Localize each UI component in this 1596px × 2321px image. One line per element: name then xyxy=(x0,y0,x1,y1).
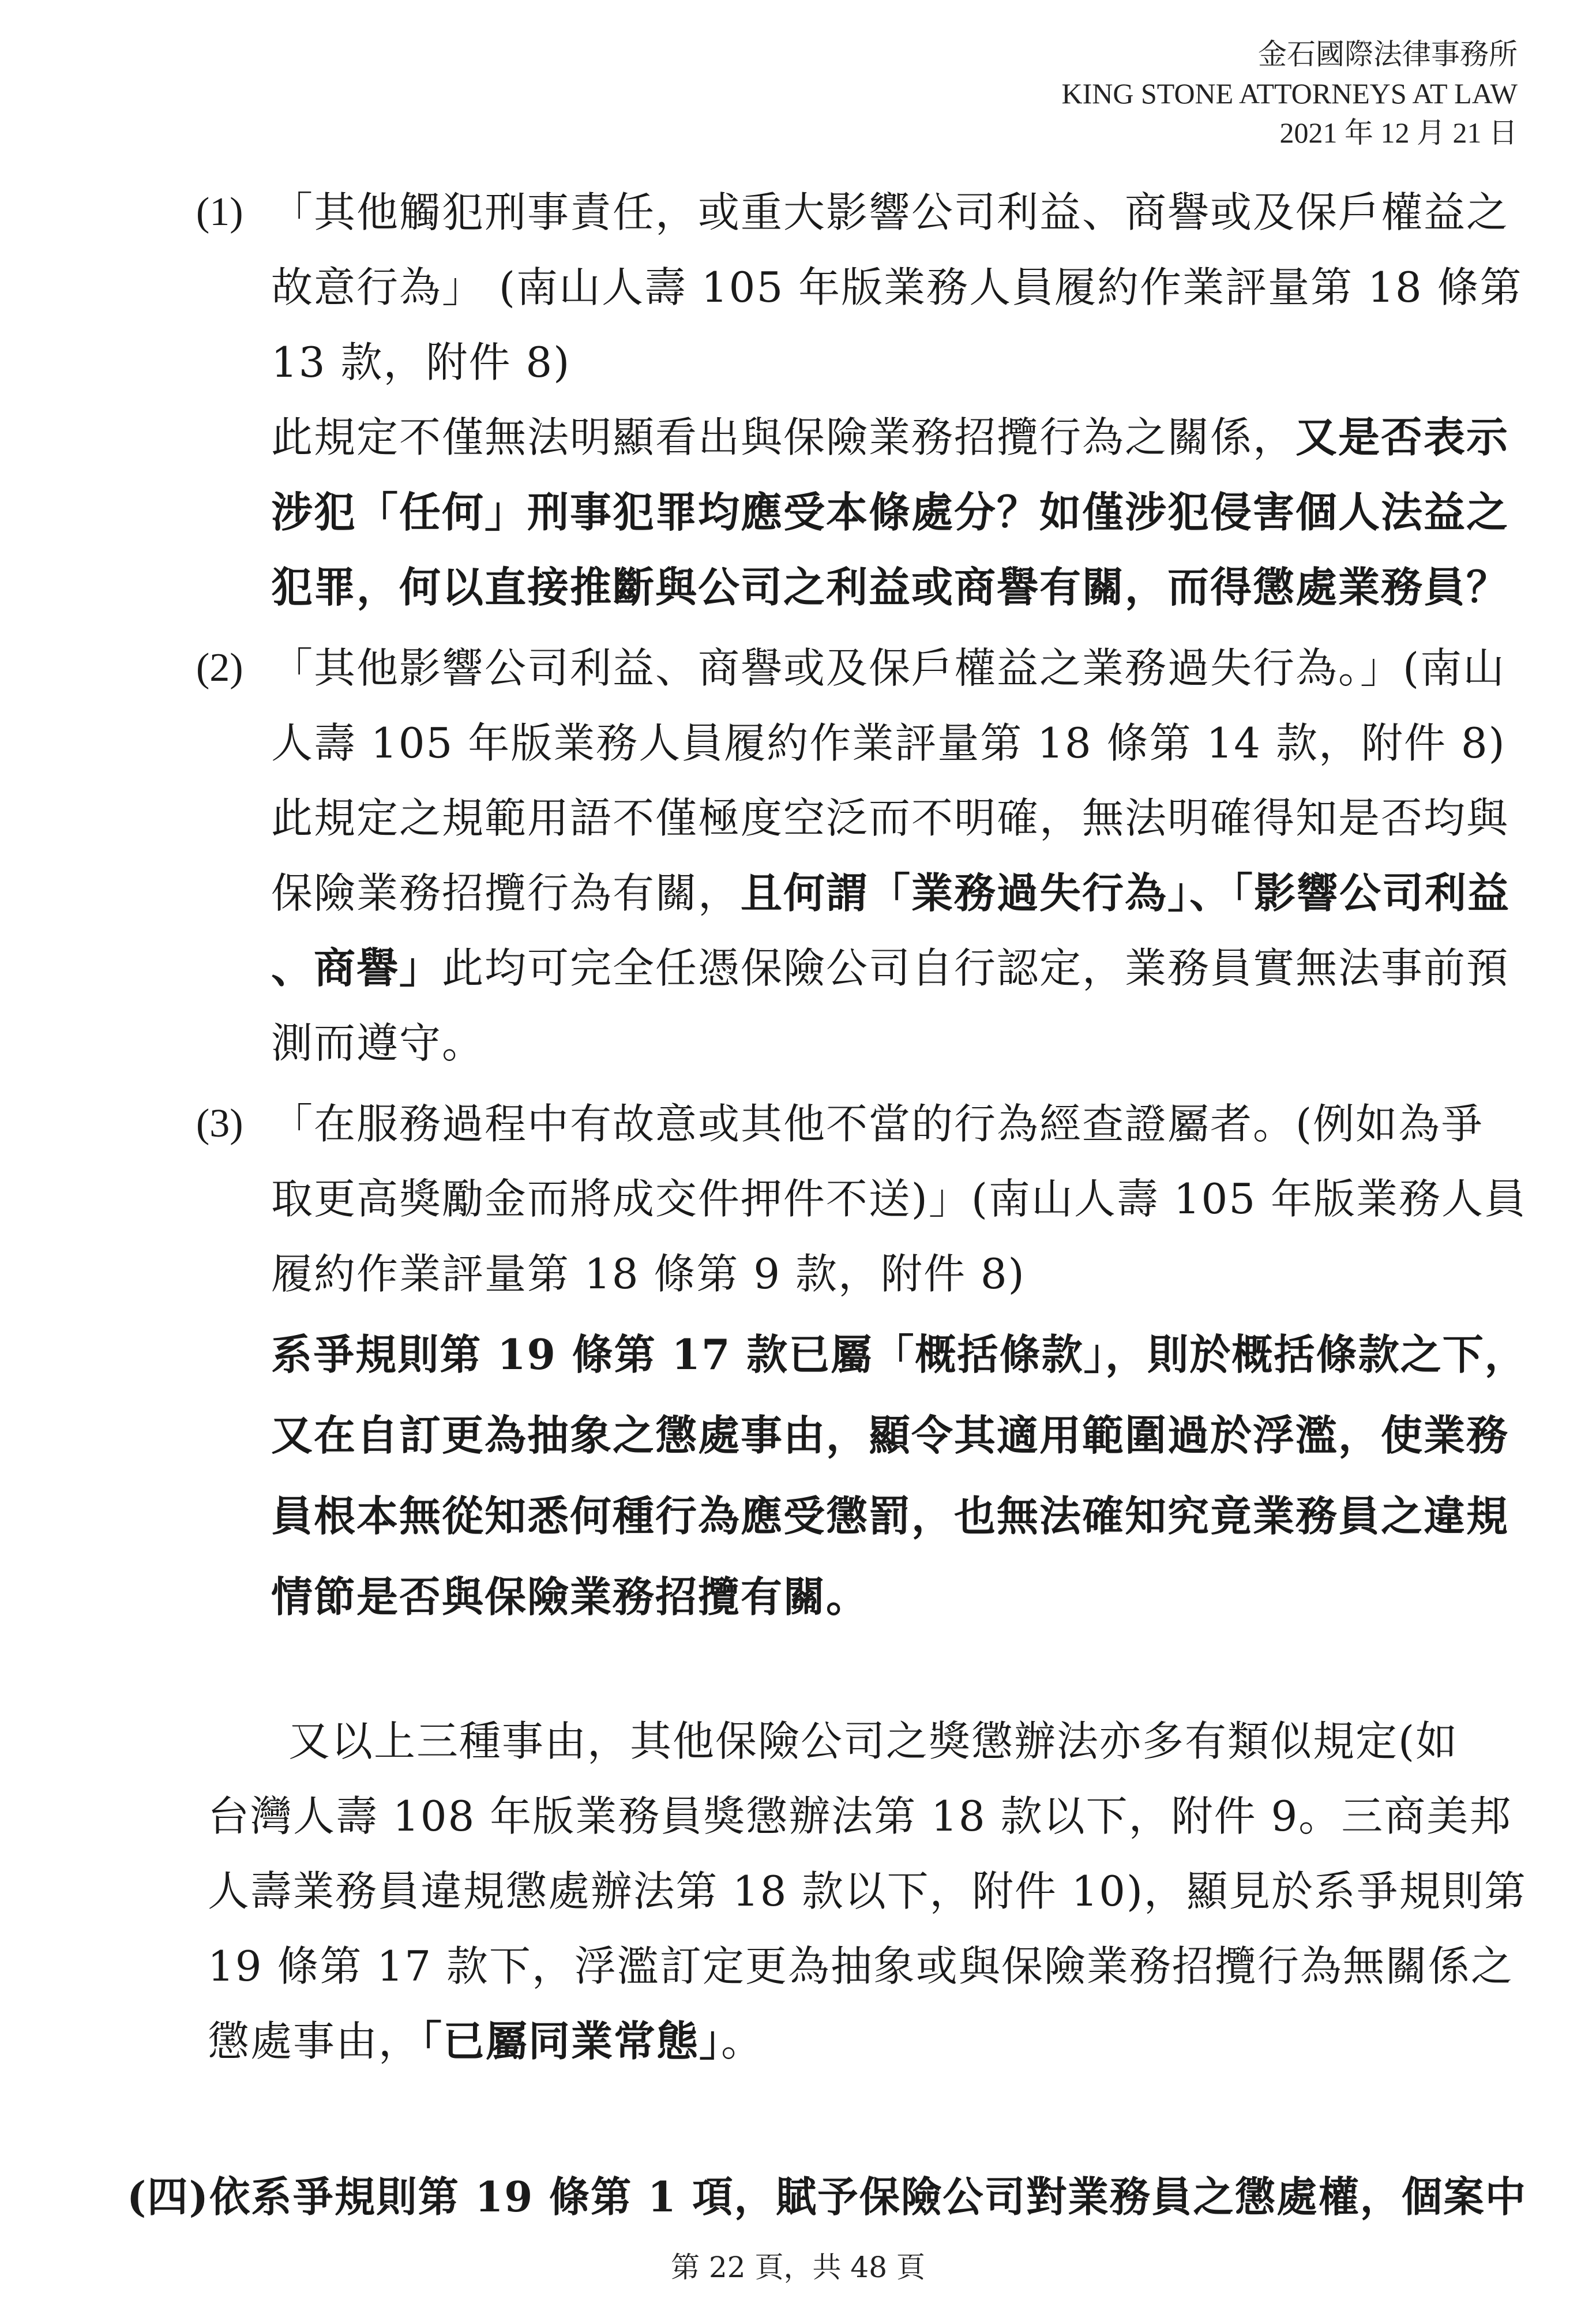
item-2-line-2: 人壽 105 年版業務人員履約作業評量第 18 條第 14 款，附件 8) xyxy=(271,719,1506,767)
paragraph-line-1: 又以上三種事由，其他保險公司之獎懲辦法亦多有類似規定(如 xyxy=(288,1717,1459,1765)
item-2-comment-line-3 xyxy=(271,939,1509,997)
item-3-line-2: 取更高獎勵金而將成交件押件不送)」(南山人壽 105 年版業務人員 xyxy=(271,1175,1527,1223)
paragraph-line-4: 19 條第 17 款下，浮濫訂定更為抽象或與保險業務招攬行為無關係之 xyxy=(208,1942,1514,1990)
item-1-comment-line-3: 犯罪，何以直接推斷與公司之利益或商譽有關，而得懲處業務員？ xyxy=(271,563,1509,612)
item-3-marker: (3) xyxy=(196,1101,243,1146)
item-1-line-2: 故意行為」 (南山人壽 105 年版業務人員履約作業評量第 18 條第 xyxy=(271,263,1523,312)
item-2-line-1: 「其他影響公司利益、商譽或及保戶權益之業務過失行為。」(南山 xyxy=(271,644,1506,692)
firm-name-chinese: 金石國際法律事務所 xyxy=(1258,38,1518,70)
comment-emphasis: 且何謂「業務過失行為」、「影響公司利益 xyxy=(741,868,1511,917)
paragraph-line-5 xyxy=(208,2012,764,2070)
comment-text: 此規定不僅無法明顯看出與保險業務招攬行為之關係， xyxy=(271,413,1296,462)
comment-emphasis: 又是否表示 xyxy=(1295,413,1509,462)
paragraph-line-2: 台灣人壽 108 年版業務員獎懲辦法第 18 款以下，附件 9。三商美邦 xyxy=(208,1792,1512,1840)
paragraph-line-3: 人壽業務員違規懲處辦法第 18 款以下，附件 10)，顯見於系爭規則第 xyxy=(208,1867,1527,1915)
item-2-comment-line-2 xyxy=(271,864,1510,922)
paragraph-text: 。 xyxy=(721,2017,764,2065)
item-3-comment-line-3: 員根本無從知悉何種行為應受懲罰，也無法確知究竟業務員之違規 xyxy=(271,1491,1509,1540)
item-2-comment-line-1: 此規定之規範用語不僅極度空泛而不明確，無法明確得知是否均與 xyxy=(271,794,1509,842)
item-1-comment-line-1 xyxy=(271,408,1509,466)
item-1-comment-line-2: 涉犯「任何」刑事犯罪均應受本條處分？如僅涉犯侵害個人法益之 xyxy=(271,488,1509,537)
comment-text: 此均可完全任憑保險公司自行認定，業務員實無法事前預 xyxy=(442,944,1509,992)
paragraph-emphasis: 「已屬同業常態」 xyxy=(421,2016,722,2065)
paragraph-text: 懲處事由， xyxy=(208,2017,422,2065)
item-3-comment-line-1: 系爭規則第 19 條第 17 款已屬「概括條款」，則於概括條款之下， xyxy=(271,1330,1527,1379)
item-1-line-3: 13 款，附件 8) xyxy=(271,338,571,387)
document-date: 2021 年 12 月 21 日 xyxy=(1279,117,1518,149)
letterhead xyxy=(1062,35,1518,152)
item-2-comment-line-4: 測而遵守。 xyxy=(271,1019,485,1067)
item-3-comment-line-4: 情節是否與保險業務招攬有關。 xyxy=(271,1572,869,1621)
comment-emphasis: 、商譽」 xyxy=(271,943,442,992)
section-heading: (四)依系爭規則第 19 條第 1 項，賦予保險公司對業務員之懲處權，個案中 xyxy=(127,2172,1527,2221)
item-3-line-1: 「在服務過程中有故意或其他不當的行為經查證屬者。(例如為爭 xyxy=(271,1100,1484,1148)
page-number: 第 22 頁，共 48 頁 xyxy=(671,2251,925,2284)
firm-name-english: KING STONE ATTORNEYS AT LAW xyxy=(1061,77,1518,110)
item-1-marker: (1) xyxy=(196,190,243,234)
comment-text: 保險業務招攬行為有關， xyxy=(271,869,741,917)
item-3-comment-line-2: 又在自訂更為抽象之懲處事由，顯令其適用範圍過於浮濫，使業務 xyxy=(271,1411,1509,1460)
item-2-marker: (2) xyxy=(196,646,243,690)
item-3-line-3: 履約作業評量第 18 條第 9 款，附件 8) xyxy=(271,1250,1026,1298)
item-1-line-1: 「其他觸犯刑事責任，或重大影響公司利益、商譽或及保戶權益之 xyxy=(271,188,1509,237)
